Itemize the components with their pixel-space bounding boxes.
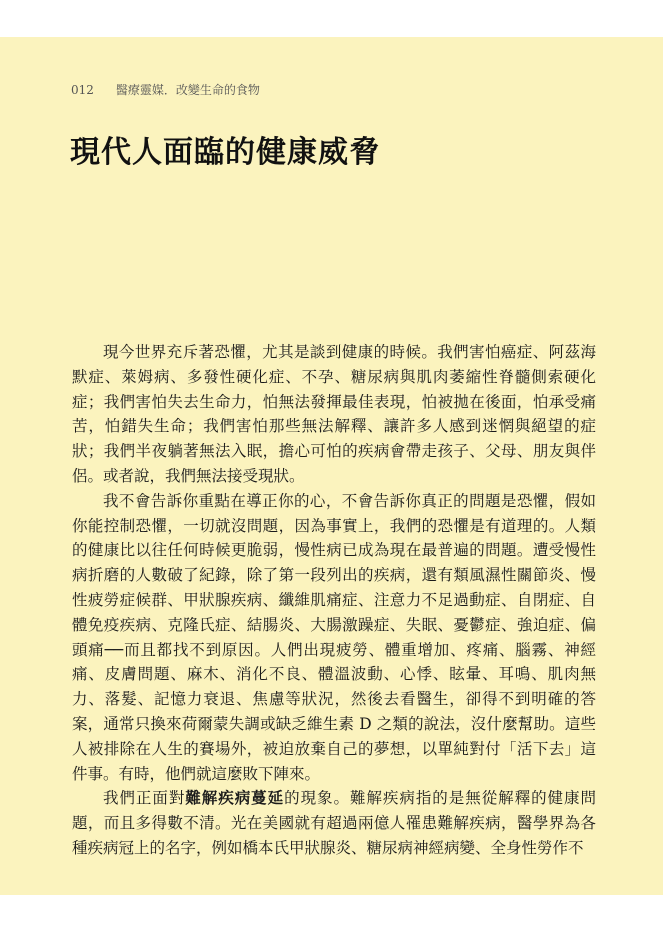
paragraph-2: 我不會告訴你重點在導正你的心，不會告訴你真正的問題是恐懼，假如你能控制恐懼，一切就沒問題，因為事實上，我們的恐懼是有道理的。人類的健康比以往任何時候更脆弱，慢性病已成為現在最普遍的問題。遭受慢性病折磨的人數破了紀錄，除了第一段列出的疾病，還有類風濕性關節炎、慢性疲勞症候群、甲狀腺疾病、纖維肌痛症、注意力不足過動症、自閉症、自體免疫疾病、克隆氏症、結腸炎、大腸激躁症、失眠、憂鬱症、強迫症、偏頭痛──而且都找不到原因。人們出現疲勞、體重增加、疼痛、腦霧、神經痛、皮膚問題、麻木、消化不良、體溫波動、心悸、眩暈、耳鳴、肌肉無力、落髮、記憶力衰退、焦慮等狀況，然後去看醫生，卻得不到明確的答案，通常只換來荷爾蒙失調或缺乏維生素 D 之類的說法，沒什麼幫助。這些人被排除在人生的賽場外，被迫放棄自己的夢想，以單純對付「活下去」這件事。有時，他們就這麼敗下陣來。 bbox=[72, 491, 596, 783]
page-number: 012 bbox=[71, 83, 94, 97]
paragraph-3-before: 我們正面對 bbox=[103, 789, 186, 808]
bottom-margin bbox=[0, 895, 663, 932]
emphasis-term: 難解疾病蔓延 bbox=[185, 788, 285, 808]
top-margin bbox=[0, 0, 663, 37]
book-title: 醫療靈媒．改變生命的食物 bbox=[115, 83, 260, 97]
paragraph-3-after: 的現象。難解疾病指的是無從解釋的健康問題，而且多得數不清。光在美國就有超過兩億人罹患難解疾病，醫學界為各種疾病冠上的名字，例如橋本氏甲狀腺炎、糖尿病神經病變、全身性勞作不 bbox=[72, 789, 596, 857]
body-text bbox=[72, 340, 596, 861]
running-header bbox=[71, 81, 260, 98]
paragraph-3 bbox=[72, 786, 596, 860]
chapter-title: 現代人面臨的健康威脅 bbox=[70, 135, 380, 170]
paragraph-1: 現今世界充斥著恐懼，尤其是談到健康的時候。我們害怕癌症、阿茲海默症、萊姆病、多發性硬化症、不孕、糖尿病與肌肉萎縮性脊髓側索硬化症；我們害怕失去生命力，怕無法發揮最佳表現，怕被拋在後面，怕承受痛苦，怕錯失生命；我們害怕那些無法解釋、讓許多人感到迷惘與絕望的症狀；我們半夜躺著無法入眠，擔心可怕的疾病會帶走孩子、父母、朋友與伴侶。或者說，我們無法接受現狀。 bbox=[72, 343, 596, 485]
